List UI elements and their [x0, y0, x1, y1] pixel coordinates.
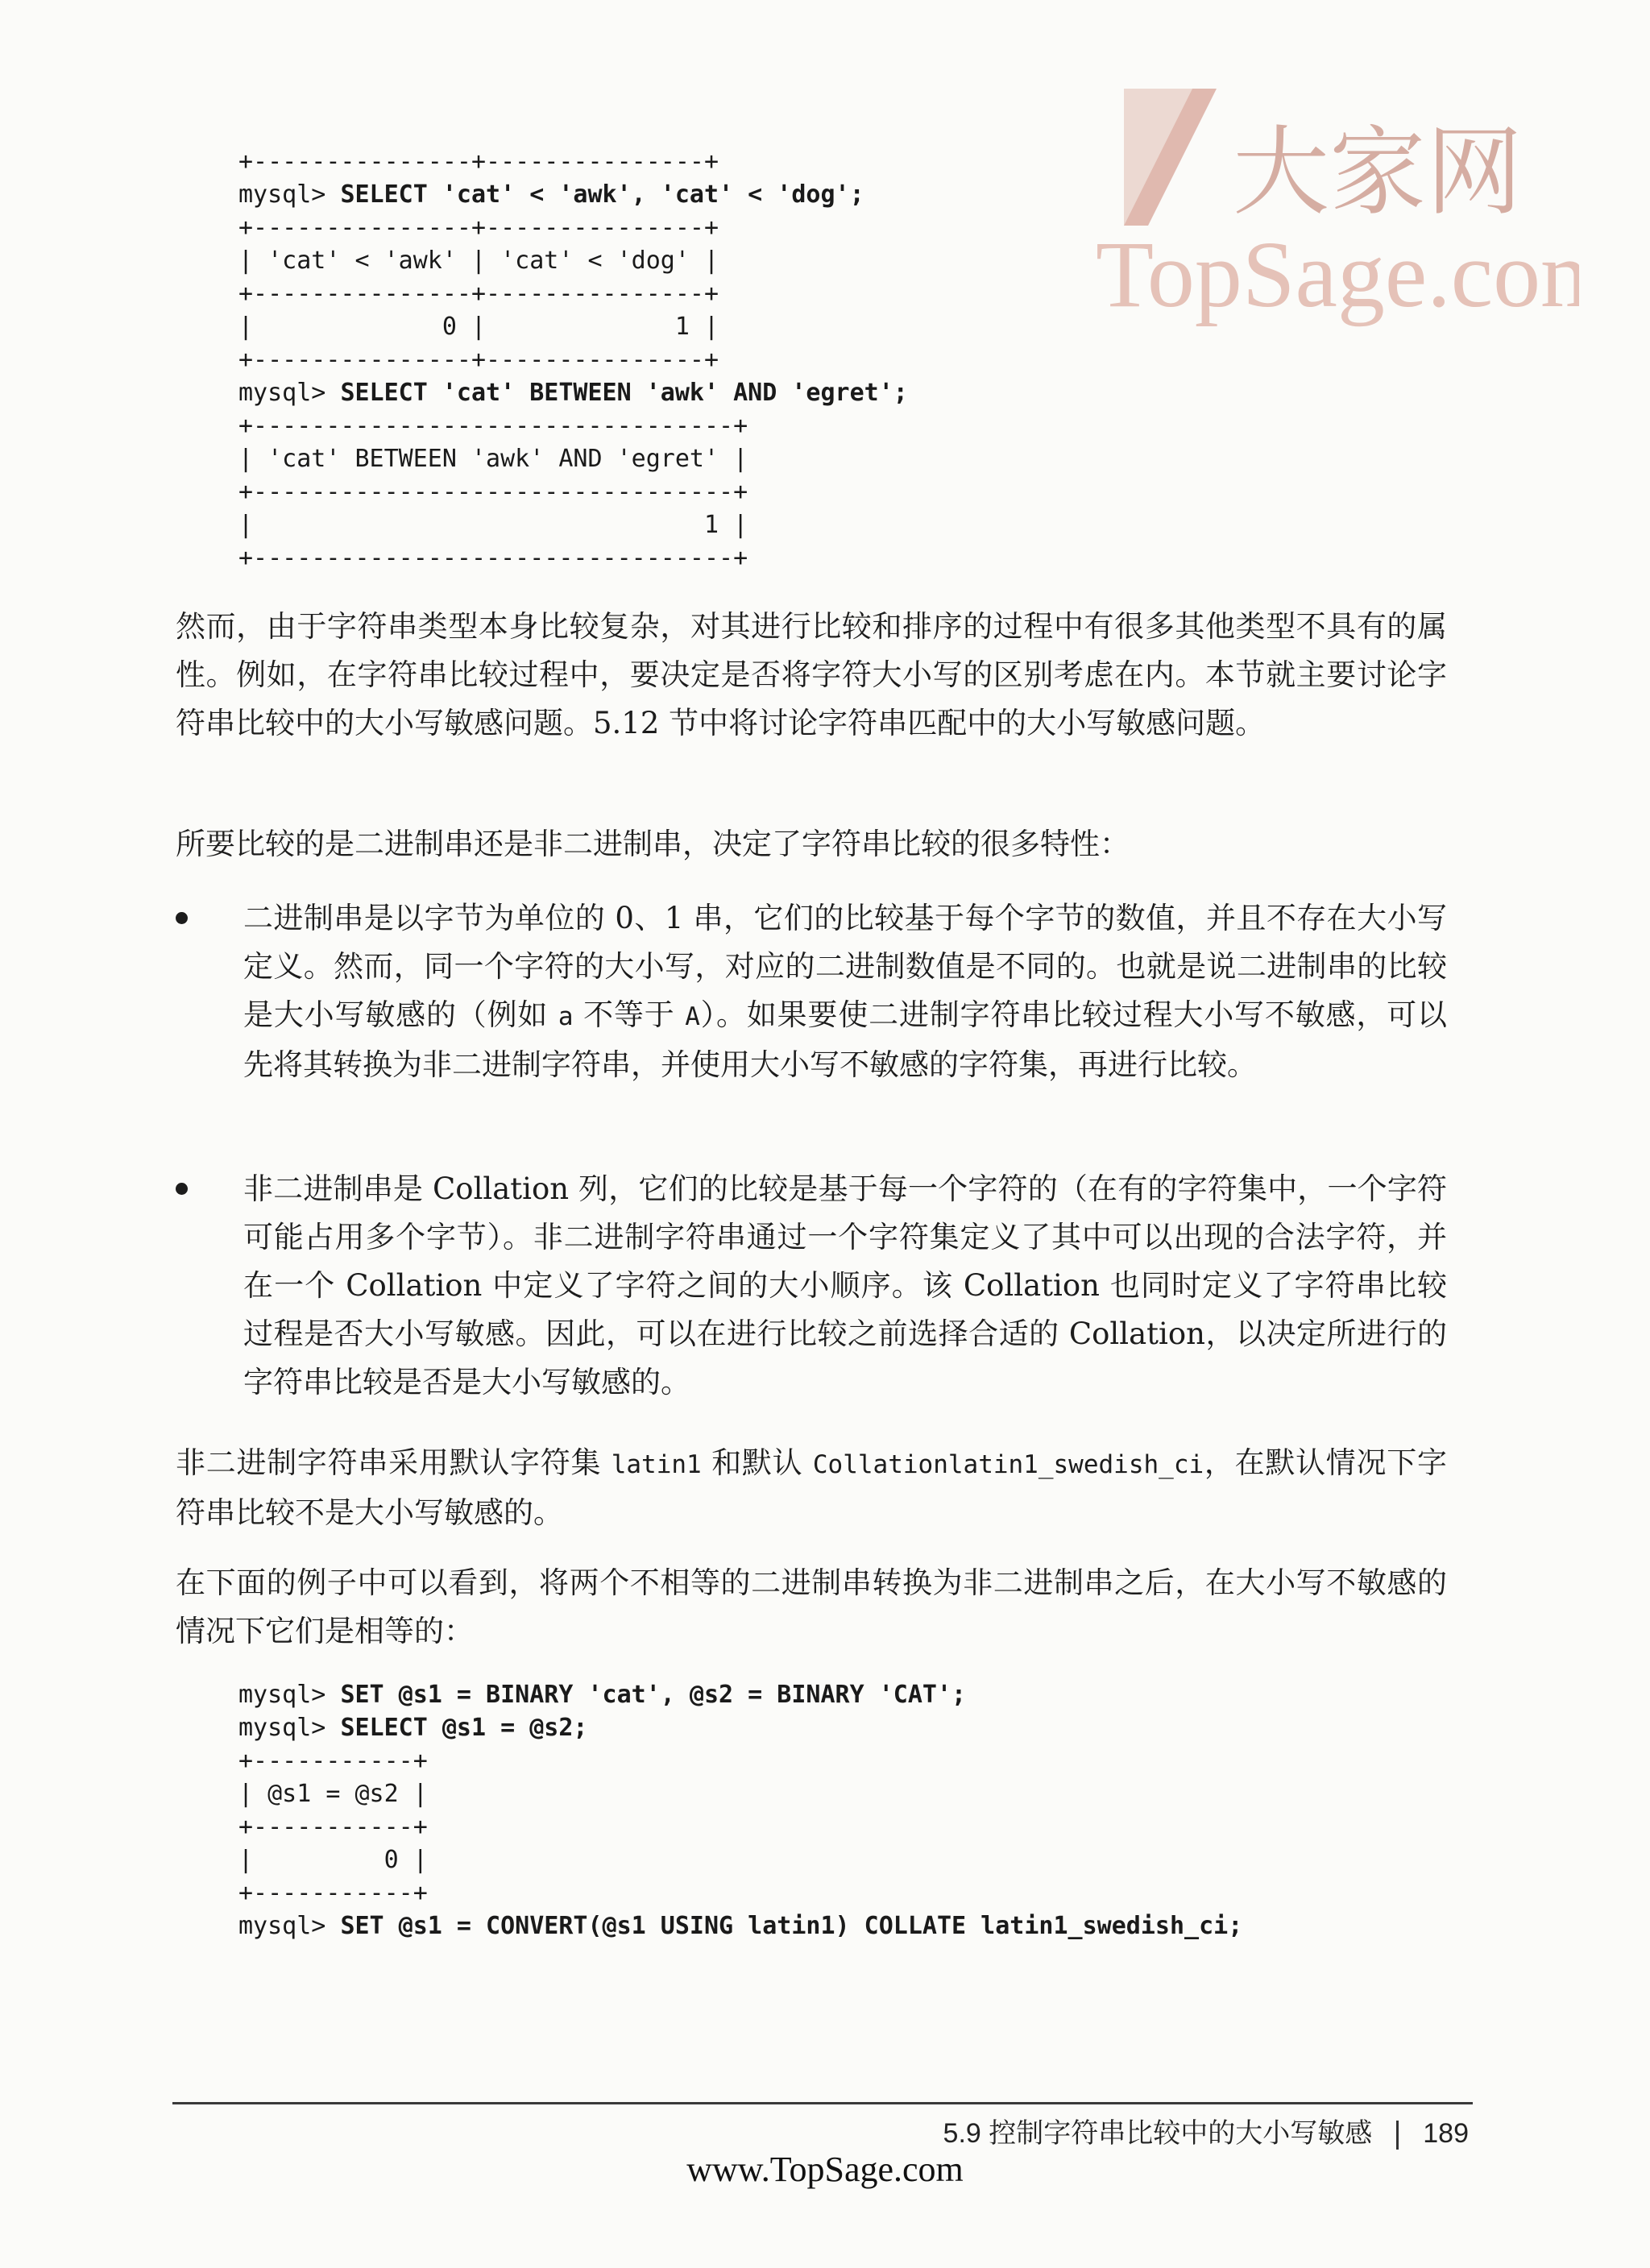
code-line: | 'cat' BETWEEN 'awk' AND 'egret' | [238, 445, 748, 473]
watermark-chinese-text: 大家网 [1233, 117, 1523, 229]
topsage-watermark-logo [1080, 64, 1579, 355]
watermark-graphic [1080, 64, 1579, 355]
footer-divider [172, 2102, 1473, 2104]
code-line [238, 376, 908, 409]
code-line: +-----------+ [238, 1747, 428, 1775]
code-line: +-----------+ [238, 1813, 428, 1841]
code-line: +---------------------------------+ [238, 544, 748, 572]
code-block-binary-compare [238, 1678, 1242, 1943]
code-block-comparison [238, 145, 908, 574]
inline-code: latin1 [611, 1450, 702, 1479]
inline-code: Collationlatin1_swedish_ci [812, 1450, 1204, 1479]
bullet-text-part: ）。如果要使二进制字符串比较过程大小写不敏感，可以先将其转换为非二进制字符串，并使用大小写不敏感的字符集，再进行比较。 [243, 997, 1448, 1082]
code-prompt: mysql> [238, 1681, 341, 1709]
code-line: | 0 | 1 | [238, 313, 719, 341]
code-line [238, 1711, 1242, 1744]
code-prompt: mysql> [238, 1714, 341, 1742]
code-command: SELECT 'cat' < 'awk', 'cat' < 'dog'; [340, 180, 864, 209]
code-prompt: mysql> [238, 1912, 341, 1940]
paragraph-text-part: ，在默认情况下字符串比较不是大小写敏感的。 [176, 1445, 1447, 1530]
code-line: +---------------+---------------+ [238, 280, 719, 308]
inline-code: a [558, 1002, 574, 1031]
bullet-dot-icon [176, 1183, 188, 1195]
code-command: SET @s1 = CONVERT(@s1 USING latin1) COLLATE latin1_swedish_ci; [340, 1912, 1243, 1940]
code-line: | 1 | [238, 511, 748, 539]
code-line: | 0 | [238, 1846, 428, 1874]
footer-section-title: 5.9 控制字符串比较中的大小写敏感 [943, 2118, 1373, 2149]
body-paragraph: 然而，由于字符串类型本身比较复杂，对其进行比较和排序的过程中有很多其他类型不具有的属性。例如，在字符串比较过程中，要决定是否将字符大小写的区别考虑在内。本节就主要讨论字符串比较中的大小写敏感问题。5.12 节中将讨论字符串匹配中的大小写敏感问题。 [176, 609, 1447, 740]
code-line: +---------------------------------+ [238, 412, 748, 440]
code-command: SELECT @s1 = @s2; [340, 1714, 588, 1742]
body-paragraph [176, 1439, 1447, 1537]
code-line [238, 1909, 1242, 1943]
code-line [238, 178, 908, 211]
code-line [238, 1678, 1242, 1711]
code-line: +---------------+---------------+ [238, 346, 719, 374]
paragraph-text-part: 和默认 [701, 1445, 813, 1480]
watermark-english-text: TopSage.com [1096, 222, 1579, 327]
bullet-dot-icon [176, 912, 188, 924]
code-line: +-----------+ [238, 1879, 428, 1907]
code-command: SET @s1 = BINARY 'cat', @s2 = BINARY 'CAT'; [340, 1681, 967, 1709]
bullet-item-nonbinary [176, 1165, 1447, 1407]
page-number: 189 [1423, 2118, 1469, 2149]
site-url-footer: www.TopSage.com [686, 2150, 964, 2189]
running-footer [943, 2111, 1469, 2150]
code-line: +---------------+---------------+ [238, 147, 719, 176]
code-line: +---------------+---------------+ [238, 214, 719, 242]
code-line: | @s1 = @s2 | [238, 1780, 428, 1808]
code-command: SELECT 'cat' BETWEEN 'awk' AND 'egret'; [340, 379, 908, 407]
code-prompt: mysql> [238, 180, 341, 209]
code-line: +---------------------------------+ [238, 478, 748, 506]
bullet-item-binary [176, 894, 1447, 1089]
code-prompt: mysql> [238, 379, 341, 407]
inline-code: A [685, 1002, 700, 1031]
bullet-text [243, 894, 1447, 1089]
bullet-text-part: 不等于 [573, 997, 686, 1032]
bullet-text-part: 二进制串是以字节为单位的 0、1 串，它们的比较基于每个字节的数值，并且不存在大小写定义。然而，同一个字符的大小写，对应的二进制数值是不同的。也就是说二进制串的比较是大小写敏感的（例如 [243, 901, 1447, 1032]
code-line: | 'cat' < 'awk' | 'cat' < 'dog' | [238, 247, 719, 275]
body-paragraph: 所要比较的是二进制串还是非二进制串，决定了字符串比较的很多特性： [176, 827, 1130, 861]
footer-separator [1396, 2121, 1399, 2150]
bullet-text: 非二进制串是 Collation 列，它们的比较是基于每一个字符的（在有的字符集中，一个字符可能占用多个字节）。非二进制字符串通过一个字符集定义了其中可以出现的合法字符，并在一个 Collation 中定义了字符之间的大小顺序。该 Collation 也同时定义了字符串比较过程是否大小写敏感。因此，可以在进行比较之前选择合适的 Collation，以决定所进行的字符串比较是否是大小写敏感的。 [243, 1171, 1447, 1399]
body-paragraph: 在下面的例子中可以看到，将两个不相等的二进制串转换为非二进制串之后，在大小写不敏感的情况下它们是相等的： [176, 1565, 1447, 1648]
paragraph-text-part: 非二进制字符串采用默认字符集 [176, 1445, 611, 1480]
